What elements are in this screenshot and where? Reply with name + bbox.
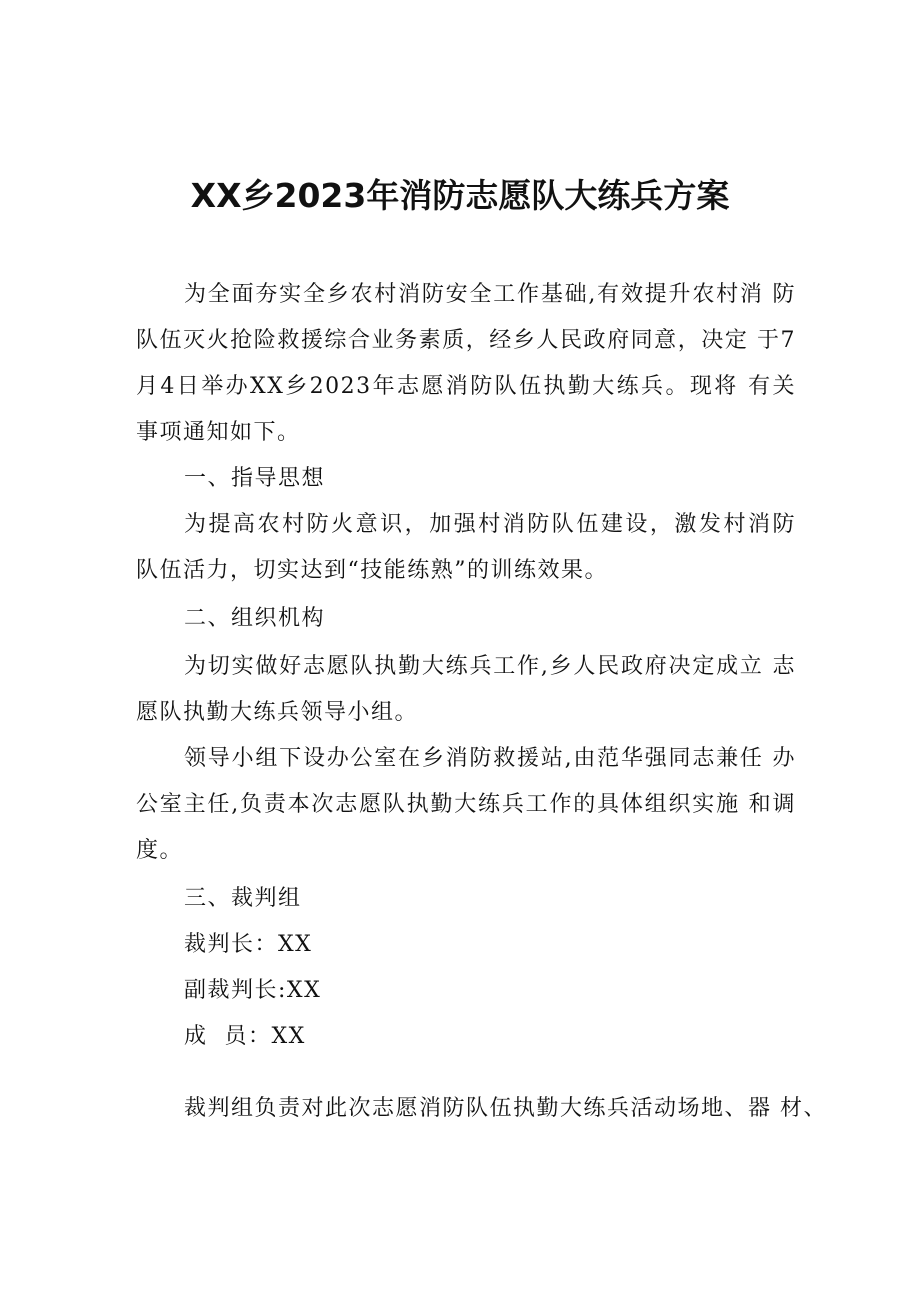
document-title: XX乡2023年消防志愿队大练兵方案: [190, 176, 730, 215]
section-1: [136, 456, 796, 502]
section-2-body: [136, 644, 796, 736]
intro-paragraph: 为全面夯实全乡农村消防安全工作基础,有效提升农村消 防队伍灭火抢险救援综合业务素质，经乡人民政府同意，决定 于7月4日举办XX乡2023年志愿消防队伍执勤大练兵。现将 有关事项通知如下。: [136, 282, 796, 445]
referee-duty-paragraph: 裁判组负责对此次志愿消防队伍执勤大练兵活动场地、器 材、: [184, 1096, 827, 1121]
section-heading-guiding-ideology: 一、指导思想: [184, 466, 326, 491]
section-2: [136, 596, 796, 642]
section-heading-referee-group: 三、裁判组: [184, 886, 302, 911]
section-heading-organization: 二、组织机构: [184, 606, 326, 631]
document-body: [136, 272, 796, 456]
section-2-office: [136, 736, 796, 874]
section-1-body: [136, 502, 796, 594]
referee-list: [136, 922, 796, 1060]
referee-duty: [136, 1086, 827, 1132]
deputy-chief-referee-line: 副裁判长:XX: [184, 978, 322, 1003]
guiding-ideology-paragraph: 为提高农村防火意识，加强村消防队伍建设，激发村消防 队伍活力，切实达到“技能练熟”的训练效果。: [136, 512, 796, 583]
chief-referee-line: 裁判长：XX: [184, 932, 313, 957]
section-3: [136, 876, 796, 922]
office-paragraph: 领导小组下设办公室在乡消防救援站,由范华强同志兼任 办公室主任,负责本次志愿队执勤大练兵工作的具体组织实施 和调度。: [136, 746, 796, 863]
referee-members-line: 成 员：XX: [184, 1024, 306, 1049]
organization-paragraph: 为切实做好志愿队执勤大练兵工作,乡人民政府决定成立 志愿队执勤大练兵领导小组。: [136, 654, 796, 725]
